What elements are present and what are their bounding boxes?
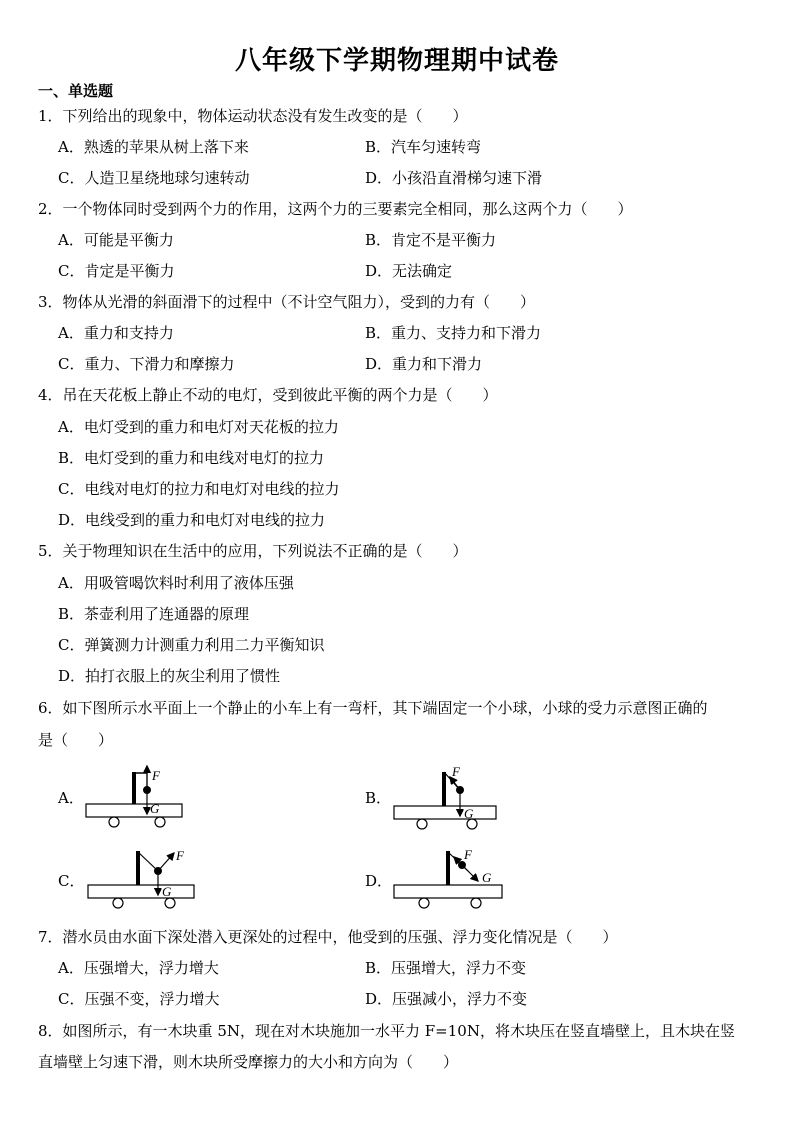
force-f-label: F <box>152 768 160 783</box>
force-g-label: G <box>162 884 172 899</box>
question-8-stem-line-2: 直墙壁上匀速下滑，则木块所受摩擦力的大小和方向为（ ） <box>38 1053 459 1071</box>
cart-wheel <box>155 817 165 827</box>
question-8-stem-line-1: 8．如图所示，有一木块重 5N，现在对木块施加一水平力 F=10N，将木块压在竖直墙壁上，且木块在竖 <box>38 1022 735 1040</box>
question-6-option-c: C． <box>58 872 85 890</box>
force-f-arrow <box>158 853 174 871</box>
question-4-option-c: C．电线对电灯的拉力和电灯对电线的拉力 <box>58 480 340 498</box>
diagram-option-d <box>392 845 506 917</box>
force-g-label: G <box>150 801 160 816</box>
question-1-stem: 1．下列给出的现象中，物体运动状态没有发生改变的是（ ） <box>38 107 468 125</box>
question-5-stem: 5．关于物理知识在生活中的应用，下列说法不正确的是（ ） <box>38 542 468 560</box>
cart-body <box>394 885 502 898</box>
force-f-label: F <box>464 847 472 862</box>
cart-wheel <box>419 898 429 908</box>
question-6-stem-line-2: 是（ ） <box>38 731 114 749</box>
question-6-stem-line-1: 6．如下图所示水平面上一个静止的小车上有一弯杆，其下端固定一个小球，小球的受力示意图正确的 <box>38 699 708 717</box>
bent-rod <box>138 852 158 871</box>
question-7-option-d: D．压强减小，浮力不变 <box>365 990 528 1008</box>
question-7-option-c: C．压强不变，浮力增大 <box>58 990 220 1008</box>
question-1-option-d: D．小孩沿直滑梯匀速下滑 <box>365 169 543 187</box>
cart-wheel <box>417 819 427 829</box>
cart-body <box>88 885 194 898</box>
question-4-stem: 4．吊在天花板上静止不动的电灯，受到彼此平衡的两个力是（ ） <box>38 386 498 404</box>
section-heading: 一、单选题 <box>38 82 114 100</box>
cart-wheel <box>113 898 123 908</box>
question-2-option-d: D．无法确定 <box>365 262 453 280</box>
diagram-option-a <box>84 760 184 830</box>
question-2-stem: 2．一个物体同时受到两个力的作用，这两个力的三要素完全相同，那么这两个力（ ） <box>38 200 633 218</box>
question-6-option-d: D． <box>365 872 393 890</box>
question-4-option-d: D．电线受到的重力和电灯对电线的拉力 <box>58 511 326 529</box>
diagram-option-b <box>392 760 498 832</box>
question-3-option-b: B．重力、支持力和下滑力 <box>365 324 542 342</box>
question-5-option-b: B．茶壶利用了连通器的原理 <box>58 605 250 623</box>
question-5-option-c: C．弹簧测力计测重力利用二力平衡知识 <box>58 636 325 654</box>
diagram-option-c <box>86 845 198 917</box>
question-3-option-c: C．重力、下滑力和摩擦力 <box>58 355 235 373</box>
cart-body <box>86 804 182 817</box>
question-1-option-c: C．人造卫星绕地球匀速转动 <box>58 169 250 187</box>
question-2-option-b: B．肯定不是平衡力 <box>365 231 497 249</box>
question-2-option-a: A．可能是平衡力 <box>58 231 174 249</box>
question-5-option-d: D．拍打衣服上的灰尘利用了惯性 <box>58 667 281 685</box>
question-6-option-b: B． <box>365 789 392 807</box>
force-f-label: F <box>176 848 184 863</box>
force-g-label: G <box>464 806 474 821</box>
cart-wheel <box>165 898 175 908</box>
force-f-label: F <box>452 764 460 779</box>
cart-wheel <box>109 817 119 827</box>
page-title: 八年级下学期物理期中试卷 <box>234 46 559 76</box>
force-g-label: G <box>482 870 492 885</box>
question-6-option-a: A． <box>58 789 84 807</box>
question-7-stem: 7．潜水员由水面下深处潜入更深处的过程中，他受到的压强、浮力变化情况是（ ） <box>38 928 618 946</box>
force-f-arrow <box>454 857 462 865</box>
question-4-option-a: A．电灯受到的重力和电灯对天花板的拉力 <box>58 418 339 436</box>
question-3-option-d: D．重力和下滑力 <box>365 355 483 373</box>
question-4-option-b: B．电灯受到的重力和电线对电灯的拉力 <box>58 449 325 467</box>
force-g-arrow <box>462 865 478 881</box>
question-2-option-c: C．肯定是平衡力 <box>58 262 175 280</box>
cart-body <box>394 806 496 819</box>
question-7-option-b: B．压强增大，浮力不变 <box>365 959 527 977</box>
question-3-option-a: A．重力和支持力 <box>58 324 174 342</box>
question-3-stem: 3．物体从光滑的斜面滑下的过程中（不计空气阻力），受到的力有（ ） <box>38 293 536 311</box>
question-5-option-a: A．用吸管喝饮料时利用了液体压强 <box>58 574 294 592</box>
question-1-option-b: B．汽车匀速转弯 <box>365 138 482 156</box>
question-7-option-a: A．压强增大，浮力增大 <box>58 959 219 977</box>
question-1-option-a: A．熟透的苹果从树上落下来 <box>58 138 249 156</box>
cart-wheel <box>471 898 481 908</box>
